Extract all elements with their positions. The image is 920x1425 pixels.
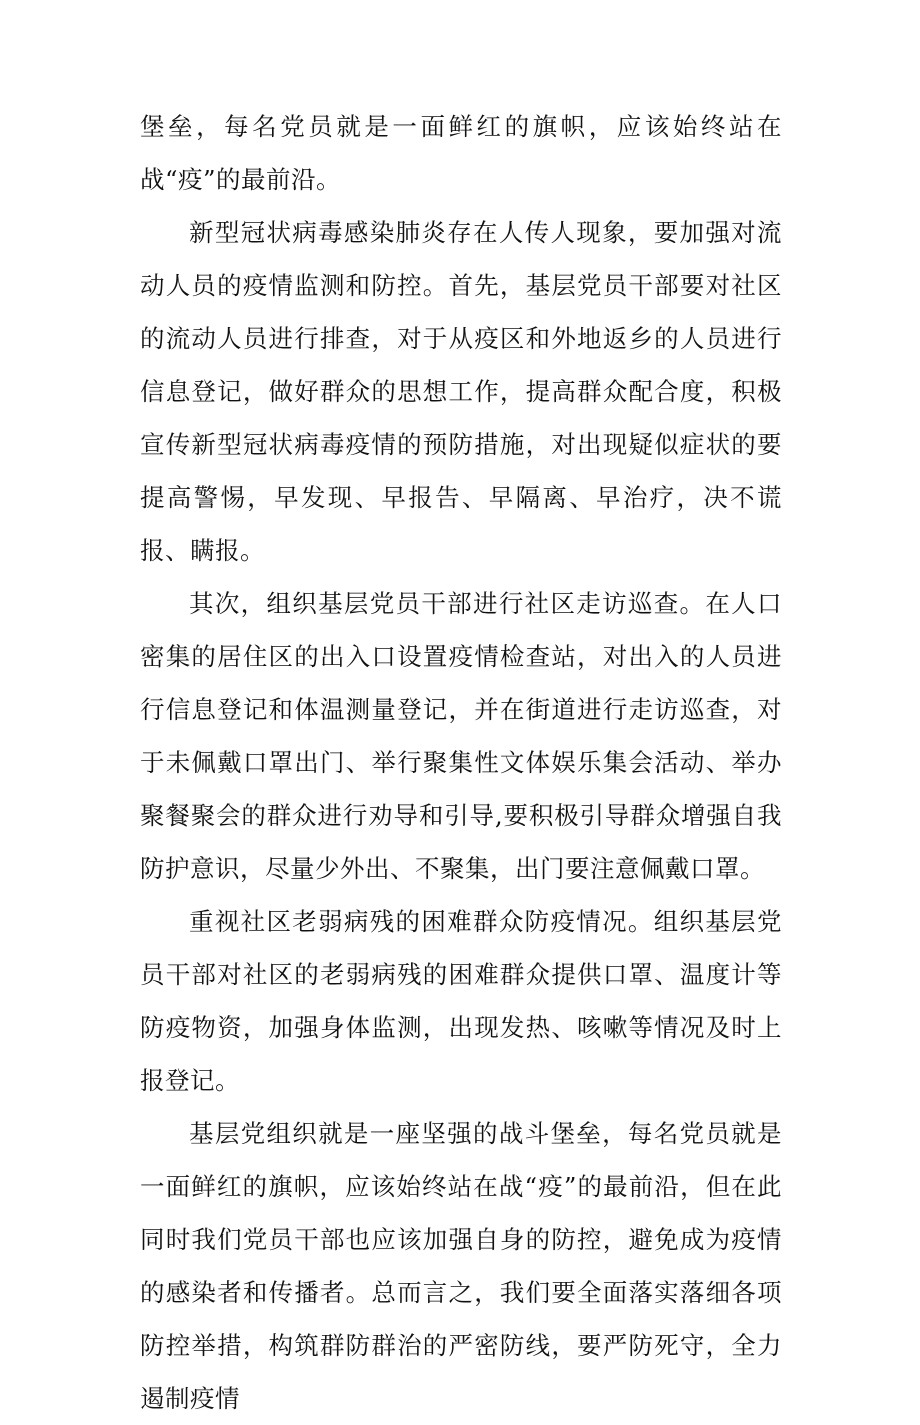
- paragraph-2: 新型冠状病毒感染肺炎存在人传人现象，要加强对流动人员的疫情监测和防控。首先，基层党员干部要对社区的流动人员进行排查，对于从疫区和外地返乡的人员进行信息登记，做好群众的思想工作，提高群众配合度，积极宣传新型冠状病毒疫情的预防措施，对出现疑似症状的要提高警惕，早发现、早报告、早隔离、早治疗，决不谎报、瞒报。: [140, 218, 782, 565]
- paragraph-3: 其次，组织基层党员干部进行社区走访巡查。在人口密集的居住区的出入口设置疫情检查站，对出入的人员进行信息登记和体温测量登记，并在街道进行走访巡查，对于未佩戴口罩出门、举行聚集性文体娱乐集会活动、举办聚餐聚会的群众进行劝导和引导,要积极引导群众增强自我防护意识，尽量少外出、不聚集，出门要注意佩戴口罩。: [140, 589, 782, 883]
- document-body: [140, 100, 782, 1425]
- paragraph-5: 基层党组织就是一座坚强的战斗堡垒，每名党员就是一面鲜红的旗帜，应该始终站在战“疫”的最前沿，但在此同时我们党员干部也应该加强自身的防控，避免成为疫情的感染者和传播者。总而言之，我们要全面落实落细各项防控举措，构筑群防群治的严密防线，要严防死守，全力遏制疫情: [140, 1119, 782, 1413]
- paragraph-4: 重视社区老弱病残的困难群众防疫情况。组织基层党员干部对社区的老弱病残的困难群众提供口罩、温度计等防疫物资，加强身体监测，出现发热、咳嗽等情况及时上报登记。: [140, 907, 782, 1095]
- paragraph-1: 堡垒，每名党员就是一面鲜红的旗帜，应该始终站在战“疫”的最前沿。: [140, 112, 782, 194]
